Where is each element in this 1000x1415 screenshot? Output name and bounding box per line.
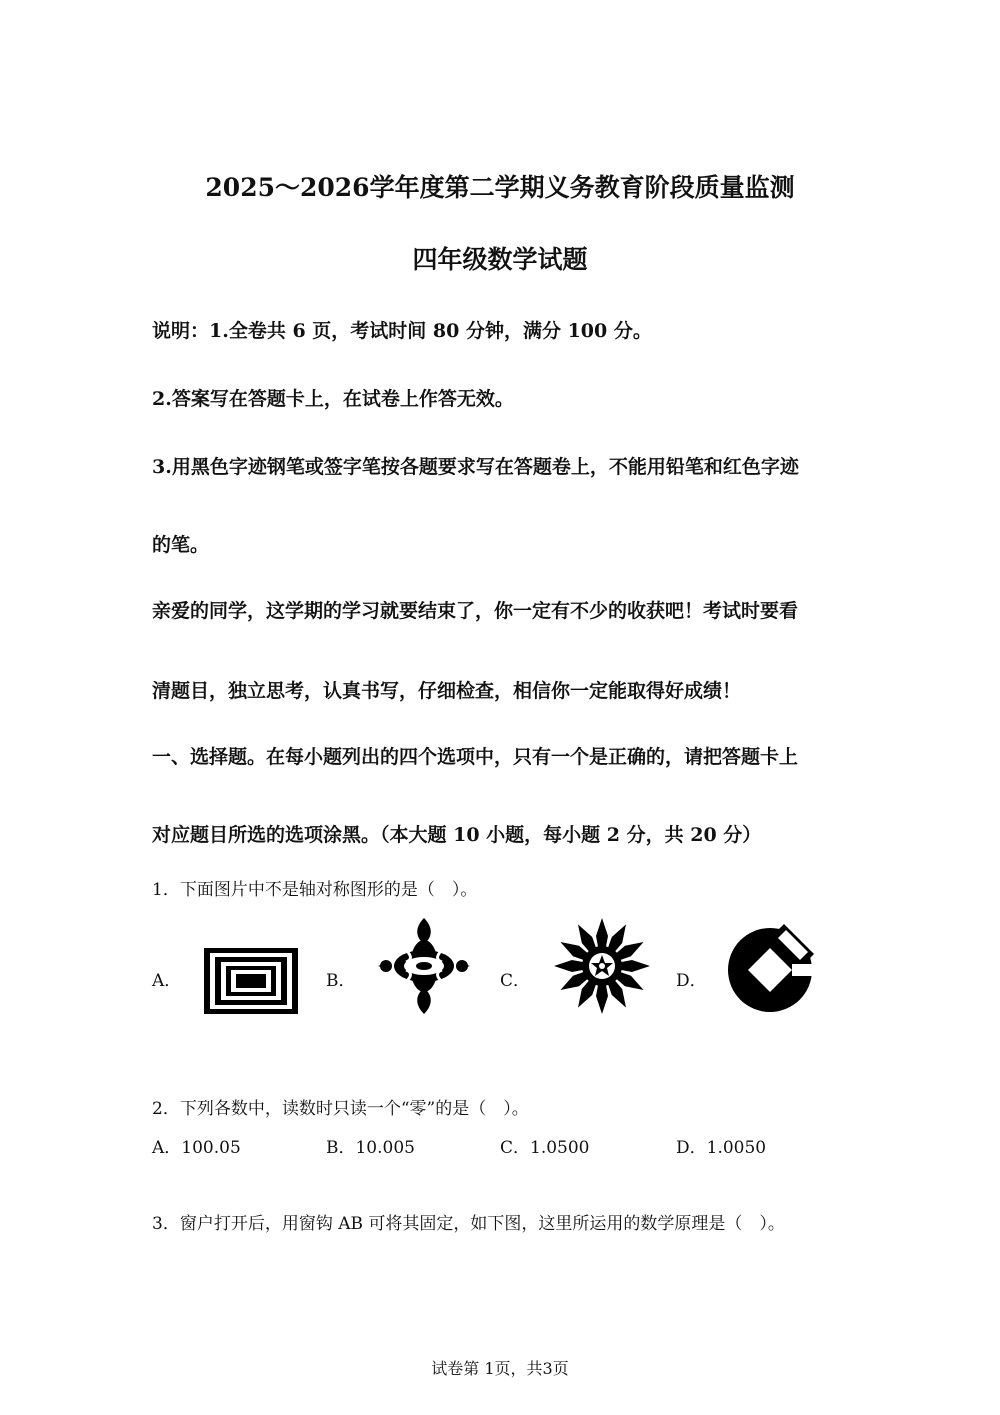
q1-option-d-label: D．	[676, 971, 707, 991]
q2-option-a: A．100.05	[152, 1138, 241, 1158]
nested-squares-pattern-icon	[204, 948, 298, 1014]
bank-logo-icon	[726, 920, 816, 1014]
greeting-line-1: 亲爱的同学，这学期的学习就要结束了，你一定有不少的收获吧！考试时要看	[152, 600, 799, 622]
question-3-text: 3．窗户打开后，用窗钩 AB 可将其固定，如下图，这里所运用的数学原理是（ ）。	[152, 1214, 785, 1234]
q2-option-b: B．10.005	[326, 1138, 415, 1158]
q1-option-b-label: B．	[326, 971, 356, 991]
section-heading-line-2: 对应题目所选的选项涂黑。（本大题 10 小题，每小题 2 分，共 20 分）	[152, 824, 762, 846]
note-line-2: 2.答案写在答题卡上，在试卷上作答无效。	[152, 388, 514, 410]
snowflake-flower-pattern-icon	[552, 916, 652, 1016]
section-heading-line-1: 一、选择题。在每小题列出的四个选项中，只有一个是正确的，请把答题卡上	[152, 746, 799, 768]
exam-subtitle: 四年级数学试题	[412, 245, 588, 274]
page-footer: 试卷第 1页，共3页	[431, 1359, 569, 1378]
note-line-1: 说明：1.全卷共 6 页，考试时间 80 分钟，满分 100 分。	[152, 320, 652, 342]
q2-option-d: D．1.0050	[676, 1138, 767, 1158]
q1-option-a-label: A．	[152, 971, 182, 991]
greeting-line-2: 清题目，独立思考，认真书写，仔细检查，相信你一定能取得好成绩！	[152, 680, 742, 702]
question-1-text: 1．下面图片中不是轴对称图形的是（ ）。	[152, 880, 478, 900]
note-line-3: 3.用黑色字迹钢笔或签字笔按各题要求写在答题卷上，不能用铅笔和红色字迹	[152, 456, 799, 478]
ornamental-cross-pattern-icon	[376, 916, 472, 1016]
q2-option-c: C．1.0500	[500, 1138, 590, 1158]
exam-title: 2025～2026学年度第二学期义务教育阶段质量监测	[205, 173, 795, 202]
question-2-text: 2．下列各数中，读数时只读一个“零”的是（ ）。	[152, 1099, 529, 1119]
note-line-4: 的笔。	[152, 534, 210, 556]
q1-option-c-label: C．	[500, 971, 531, 991]
